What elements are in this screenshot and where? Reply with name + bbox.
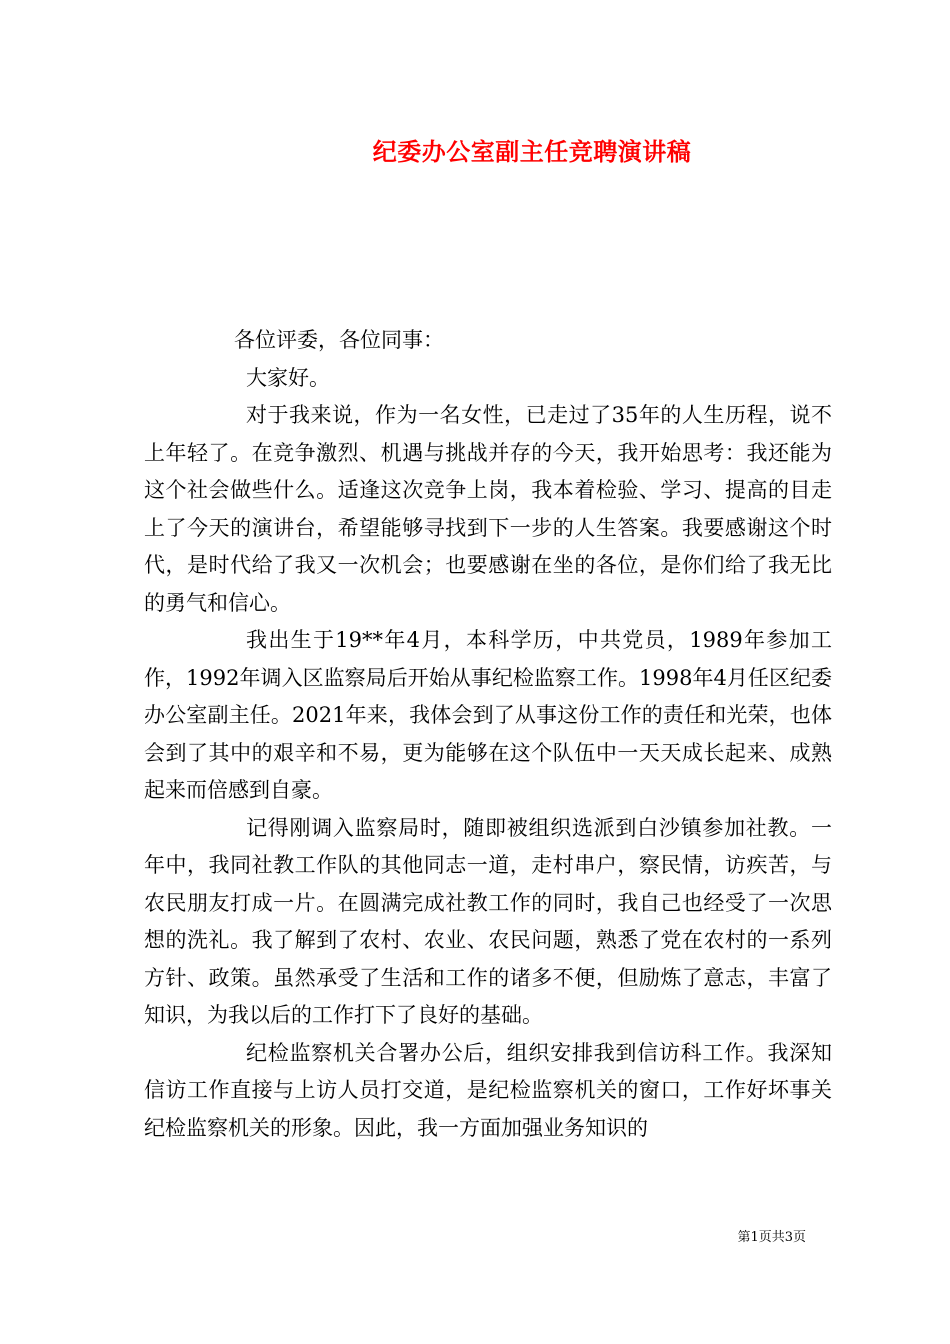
salutation: 各位评委，各位同事：: [234, 328, 444, 352]
greeting: 大家好。: [246, 365, 330, 390]
document-body: [144, 322, 832, 1147]
paragraph-1: 对于我来说，作为一名女性，已走过了35年的人生历程，说不上年轻了。在竞争激烈、机遇与挑战并存的今天，我开始思考：我还能为这个社会做些什么。适逢这次竞争上岗，我本着检验、学习、提高的目走上了今天的演讲台，希望能够寻找到下一步的人生答案。我要感谢这个时代，是时代给了我又一次机会；也要感谢在坐的各位，是你们给了我无比的勇气和信心。: [144, 403, 832, 615]
paragraph-4: 纪检监察机关合署办公后，组织安排我到信访科工作。我深知信访工作直接与上访人员打交道，是纪检监察机关的窗口，工作好坏事关纪检监察机关的形象。因此，我一方面加强业务知识的: [144, 1040, 832, 1140]
page-number-footer: 第1页共3页: [737, 1230, 806, 1245]
paragraph-2: 我出生于19**年4月，本科学历，中共党员，1989年参加工作，1992年调入区监察局后开始从事纪检监察工作。1998年4月任区纪委办公室副主任。2021年来，我体会到了从事这份工作的责任和光荣，也体会到了其中的艰辛和不易，更为能够在这个队伍中一天天成长起来、成熟起来而倍感到自豪。: [144, 628, 832, 802]
document-title: 纪委办公室副主任竞聘演讲稿: [372, 137, 692, 166]
paragraph-3: 记得刚调入监察局时，随即被组织选派到白沙镇参加社教。一年中，我同社教工作队的其他同志一道，走村串户，察民情，访疾苦，与农民朋友打成一片。在圆满完成社教工作的同时，我自己也经受了一次思想的洗礼。我了解到了农村、农业、农民问题，熟悉了党在农村的一系列方针、政策。虽然承受了生活和工作的诸多不便，但励炼了意志，丰富了知识，为我以后的工作打下了良好的基础。: [144, 815, 832, 1027]
